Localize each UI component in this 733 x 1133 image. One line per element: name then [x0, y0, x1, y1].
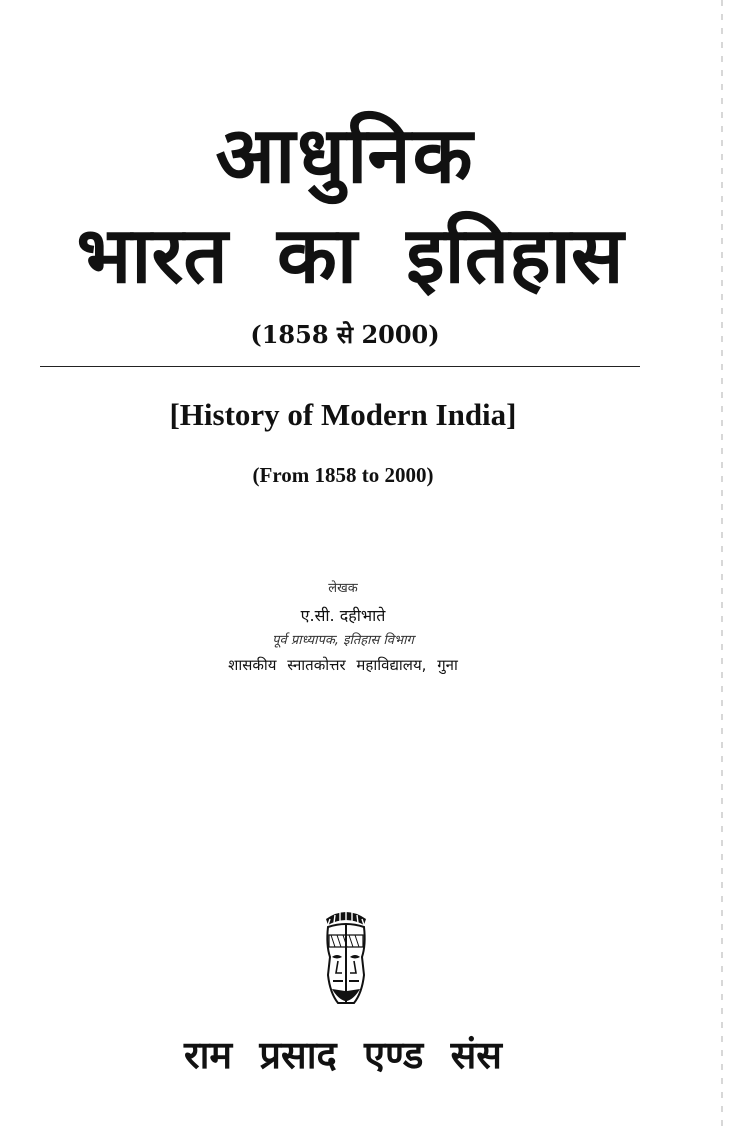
horizontal-rule: [40, 366, 640, 367]
book-title-line-2: भारत का इतिहास: [76, 211, 624, 301]
years-english: (From 1858 to 2000): [252, 463, 434, 487]
publisher-emblem-icon: [318, 905, 374, 1011]
author-college: शासकीय स्नातकोत्तर महाविद्यालय, गुना: [228, 656, 458, 674]
years-hindi: (1858 से 2000): [250, 320, 440, 349]
author-label: लेखक: [328, 581, 358, 596]
english-title: [History of Modern India]: [169, 397, 517, 432]
author-name: ए.सी. दहीभाते: [300, 606, 386, 625]
scan-edge-artifact: [721, 0, 723, 1133]
author-position: पूर्व प्राध्यापक, इतिहास विभाग: [272, 633, 414, 648]
publisher-name: राम प्रसाद एण्ड संस: [184, 1032, 502, 1077]
book-title-line-1: आधुनिक: [215, 111, 475, 201]
